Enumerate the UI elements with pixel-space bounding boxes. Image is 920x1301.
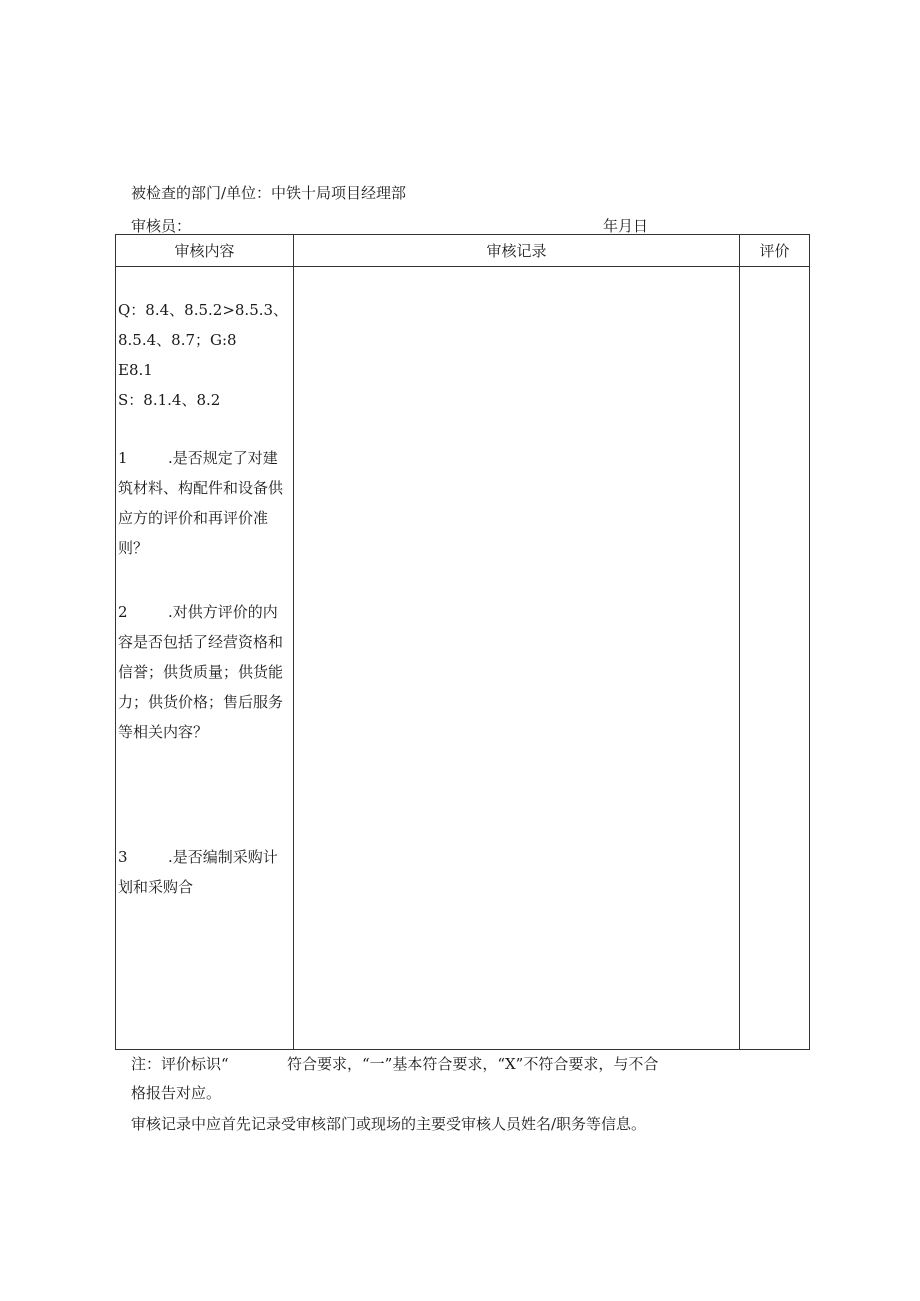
note-evaluation-legend-end: 格报告对应。 <box>131 1084 222 1102</box>
note-audit-record-instruction: 审核记录中应首先记录受审核部门或现场的主要受审核人员姓名/职务等信息。 <box>131 1115 647 1133</box>
evaluation-cell[interactable] <box>740 267 810 1050</box>
audit-item-3 <box>118 842 291 902</box>
item-text: 力；供货价格；售后服务 <box>118 693 284 711</box>
date-label: 年月日 <box>603 217 649 235</box>
item-text: .是否编制采购计 <box>168 848 278 866</box>
item-text: 信誉；供货质量；供货能 <box>118 663 284 681</box>
header-audit-record: 审核记录 <box>294 235 740 267</box>
clause-line: Q：8.4、8.5.2>8.5.3、 <box>118 301 289 319</box>
audit-table <box>115 234 810 1050</box>
item-number: 3 <box>118 848 128 866</box>
header-evaluation: 评价 <box>740 235 810 267</box>
item-text: .对供方评价的内 <box>168 603 278 621</box>
clause-references <box>118 295 291 415</box>
auditor-label: 审核员： <box>131 217 192 235</box>
clause-line: E8.1 <box>118 361 153 379</box>
item-text: 划和采购合 <box>118 878 194 896</box>
audit-content-cell <box>116 267 294 1050</box>
item-number: 2 <box>118 603 128 621</box>
item-text: 则？ <box>118 539 149 557</box>
item-text: .是否规定了对建 <box>168 449 278 467</box>
item-text: 容是否包括了经营资格和 <box>118 633 284 651</box>
audit-item-1 <box>118 443 291 563</box>
audit-record-cell[interactable] <box>294 267 740 1050</box>
item-text: 筑材料、构配件和设备供 <box>118 479 284 497</box>
item-number: 1 <box>118 449 128 467</box>
audit-item-2 <box>118 597 291 747</box>
table-header-row <box>116 235 810 267</box>
note-evaluation-legend: 符合要求，“一”基本符合要求，“X”不符合要求，与不合 <box>287 1055 659 1073</box>
item-text: 应方的评价和再评价准 <box>118 509 269 527</box>
item-text: 等相关内容？ <box>118 723 209 741</box>
audited-department-label: 被检查的部门/单位：中铁十局项目经理部 <box>131 184 407 202</box>
header-audit-content: 审核内容 <box>116 235 294 267</box>
clause-line: 8.5.4、8.7；G:8 <box>118 331 237 349</box>
clause-line: S：8.1.4、8.2 <box>118 391 221 409</box>
note-evaluation-legend-start: 注：评价标识“ <box>131 1055 229 1073</box>
table-body-row <box>116 267 810 1050</box>
